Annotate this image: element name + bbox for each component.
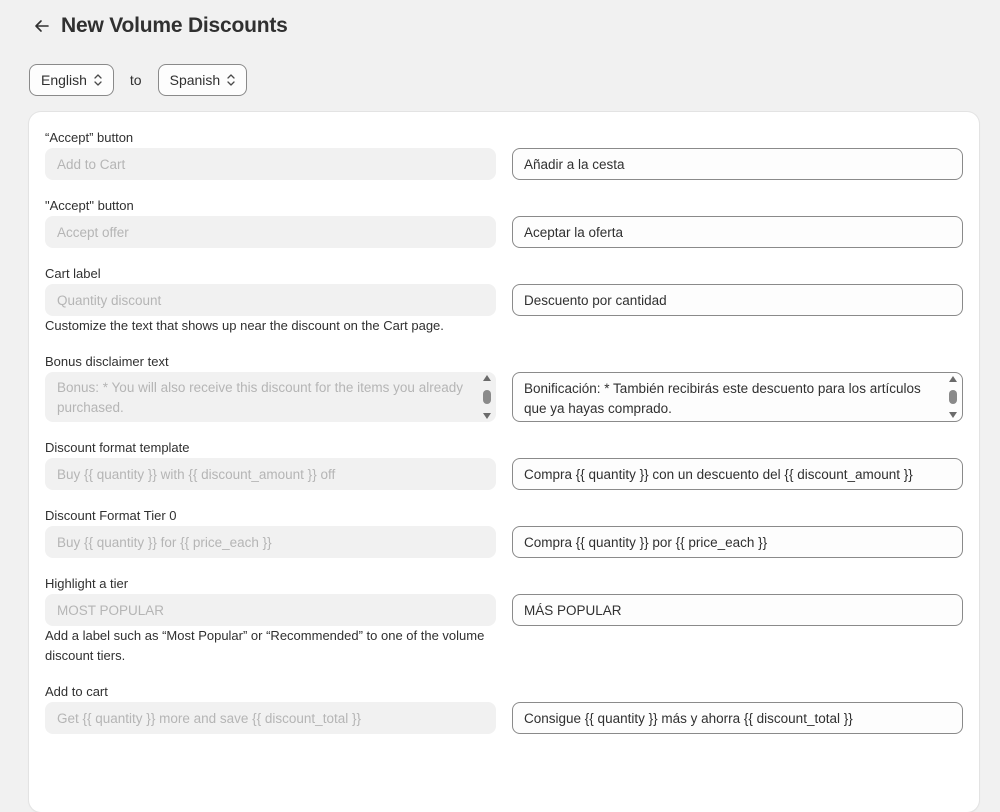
scroll-down-icon[interactable] [483,413,491,419]
source-text-field: Quantity discount [45,284,496,316]
field-label: “Accept” button [45,130,134,145]
scroll-thumb[interactable] [483,390,491,404]
source-text-field: Accept offer [45,216,496,248]
select-chevron-icon [226,73,236,87]
help-text: Add a label such as “Most Popular” or “Recommended” to one of the volume discount tiers. [45,628,485,663]
language-selector-row [29,64,247,96]
field-label: Discount Format Tier 0 [45,508,177,523]
translation-card [29,112,979,812]
source-text-field: Add to Cart [45,148,496,180]
help-text: Customize the text that shows up near the discount on the Cart page. [45,318,444,333]
translation-input[interactable]: Compra {{ quantity }} por {{ price_each }} [512,526,963,558]
page-title: New Volume Discounts [61,14,288,37]
field-label: Bonus disclaimer text [45,354,169,369]
field-label: Cart label [45,266,101,281]
scroll-up-icon[interactable] [949,376,957,382]
scroll-down-icon[interactable] [949,412,957,418]
select-chevron-icon [93,73,103,87]
translation-input[interactable]: Compra {{ quantity }} con un descuento del {{ discount_amount }} [512,458,963,490]
field-label: Highlight a tier [45,576,129,591]
source-text-field: Buy {{ quantity }} with {{ discount_amount }} off [45,458,496,490]
translation-textarea[interactable] [512,372,963,422]
source-text: Bonus: * You will also receive this discount for the items you already purchased. [57,380,463,415]
source-textarea [45,372,496,422]
field-label: "Accept" button [45,198,134,213]
page-header [30,12,288,40]
translation-input[interactable]: Descuento por cantidad [512,284,963,316]
scrollbar[interactable] [482,375,492,419]
target-language-select[interactable] [158,64,248,96]
translation-input[interactable]: Consigue {{ quantity }} más y ahorra {{ discount_total }} [512,702,963,734]
back-arrow-icon[interactable] [30,14,54,38]
target-language-value: Spanish [169,72,221,88]
field-label: Discount format template [45,440,190,455]
source-text-field: MOST POPULAR [45,594,496,626]
field-label: Add to cart [45,684,108,699]
source-language-value: English [41,72,87,88]
source-text-field: Get {{ quantity }} more and save {{ discount_total }} [45,702,496,734]
scroll-up-icon[interactable] [483,375,491,381]
translation-input[interactable]: Aceptar la oferta [512,216,963,248]
scrollbar[interactable] [948,376,958,418]
translation-input[interactable]: MÁS POPULAR [512,594,963,626]
source-text-field: Buy {{ quantity }} for {{ price_each }} [45,526,496,558]
translation-text[interactable]: Bonificación: * También recibirás este descuento para los artículos que ya hayas comprado. [524,381,921,416]
scroll-thumb[interactable] [949,390,957,404]
translation-input[interactable]: Añadir a la cesta [512,148,963,180]
language-connector: to [129,72,142,88]
source-language-select[interactable] [29,64,114,96]
